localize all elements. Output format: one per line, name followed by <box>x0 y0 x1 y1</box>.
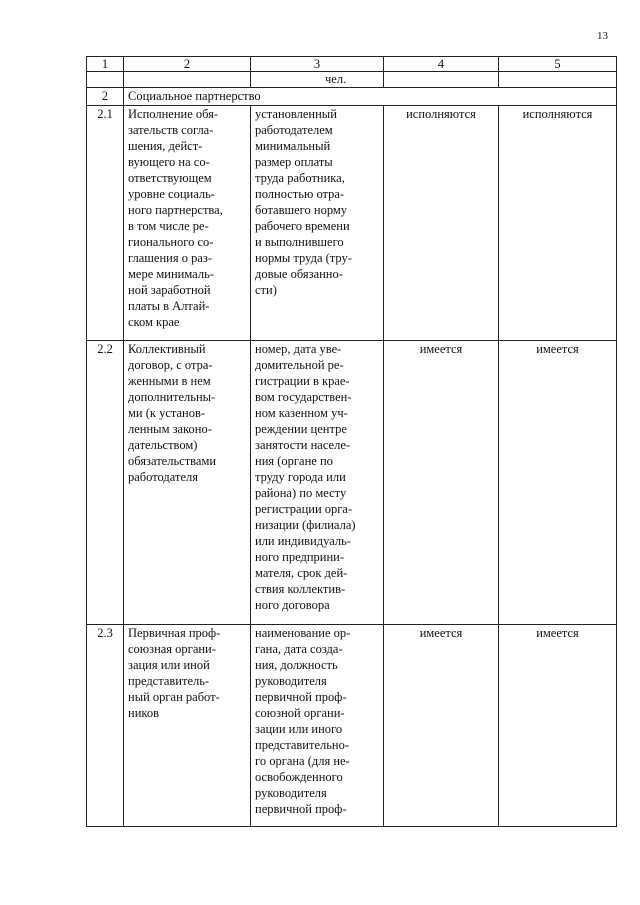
confirmation-text: номер, дата уве- домительной ре- гистрации в крае- вом государствен- ном казенном уч- реждении центре занятости населе- ния (органе по труду города или района) по месту регистрации орга- низации (филиала) или индивидуаль- ного предприни- мателя, срок дей- ствия коллектив- ного договора <box>255 342 356 612</box>
indicator-text: Первичная проф- союзная органи- зация или иной представитель- ный орган работ- ников <box>128 626 221 720</box>
unit-cell-1 <box>87 72 124 88</box>
column-header-4: 4 <box>384 57 499 72</box>
column-header-2: 2 <box>124 57 251 72</box>
section-number: 2 <box>87 88 124 106</box>
requirements-table <box>86 56 617 827</box>
unit-label: чел. <box>325 72 347 86</box>
confirmation-text: наименование ор- гана, дата созда- ния, должность руководителя первичной проф- союзной органи- зации или иного представительно- го органа (для не- освобожденного руководителя первичной проф- <box>255 626 351 816</box>
value-cell-5: имеется <box>499 341 617 625</box>
unit-row <box>87 72 617 88</box>
confirmation-cell <box>251 106 384 341</box>
column-header-5: 5 <box>499 57 617 72</box>
page-number: 13 <box>597 30 608 42</box>
column-header-1: 1 <box>87 57 124 72</box>
value-cell-4: имеется <box>384 625 499 827</box>
indicator-text: Исполнение обя- зательств соглa- шения, дейст- вующего на со- ответствующем уровне социаль- ного партнерства, в том числе ре- гионального со- глашения о раз- мере минималь- ной заработной платы в Алтай- ском крае <box>128 107 223 329</box>
table-row <box>87 106 617 341</box>
value-cell-5: имеется <box>499 625 617 827</box>
confirmation-cell <box>251 341 384 625</box>
column-header-3: 3 <box>251 57 384 72</box>
indicator-cell <box>124 625 251 827</box>
unit-cell-2 <box>124 72 251 88</box>
row-number: 2.3 <box>87 625 124 827</box>
table-header-row <box>87 57 617 72</box>
unit-cell-5 <box>499 72 617 88</box>
unit-cell-3 <box>251 72 384 88</box>
confirmation-text: установленный работодателем минимальный размер оплаты труда работника, полностью отра- ботавшего норму рабочего времени и выполнившего нормы труда (тру- довые обязанно- сти) <box>255 107 352 297</box>
value-cell-4: исполняются <box>384 106 499 341</box>
value-cell-4: имеется <box>384 341 499 625</box>
unit-cell-4 <box>384 72 499 88</box>
indicator-cell <box>124 341 251 625</box>
table-row <box>87 341 617 625</box>
row-number: 2.1 <box>87 106 124 341</box>
indicator-cell <box>124 106 251 341</box>
confirmation-cell <box>251 625 384 827</box>
row-number: 2.2 <box>87 341 124 625</box>
table-row <box>87 625 617 827</box>
indicator-text: Коллективный договор, с отра- женными в нем дополнительны- ми (к установ- ленным законо- дательством) обязательствами работодателя <box>128 342 217 484</box>
section-title: Социальное партнерство <box>124 88 617 106</box>
value-cell-5: исполняются <box>499 106 617 341</box>
section-row <box>87 88 617 106</box>
